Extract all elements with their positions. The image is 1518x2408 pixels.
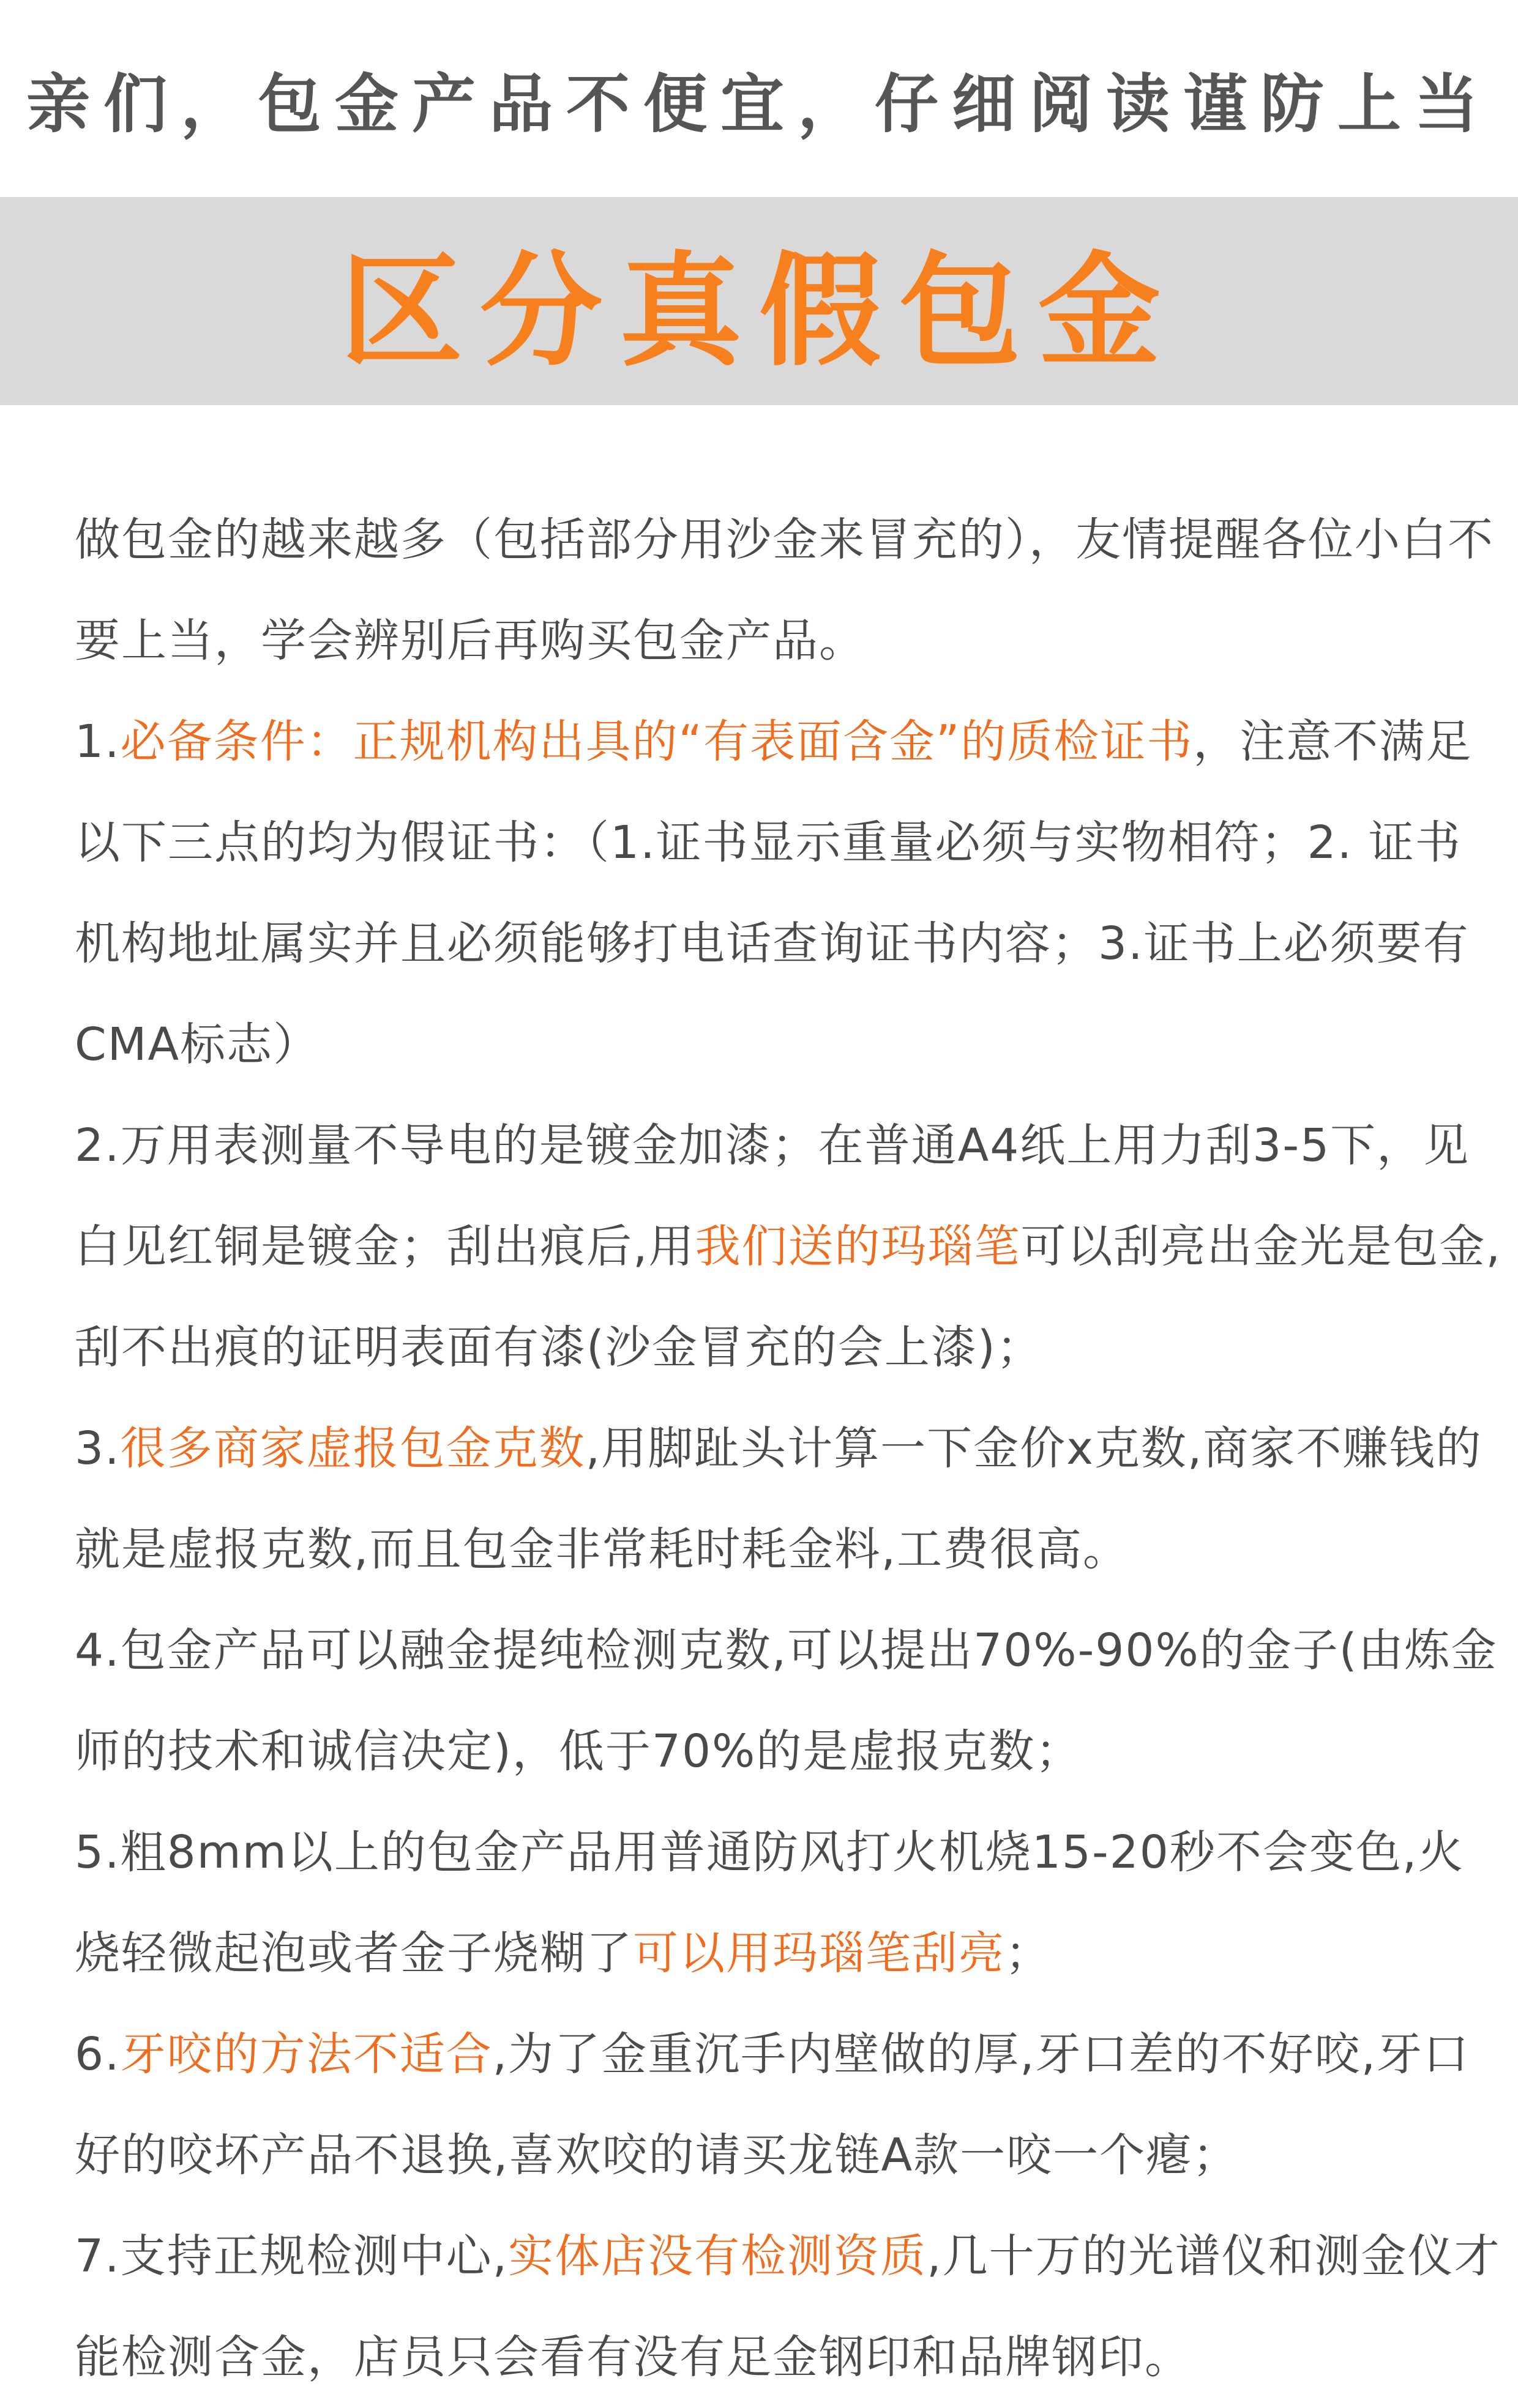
intro-paragraph: 做包金的越来越多（包括部分用沙金来冒充的），友情提醒各位小白不要上当，学会辨别后再购买包金产品。 bbox=[75, 513, 1494, 667]
item-6-highlight: 牙咬的方法不适合 bbox=[120, 2028, 493, 2081]
item-6-text: ,为了金重沉手内壁做的厚,牙口差的不好咬,牙口好的咬坏产品不退换,喜欢咬的请买龙链A款一咬一个瘪； bbox=[75, 2028, 1470, 2182]
item-6 bbox=[75, 2004, 1507, 2206]
item-5-text: ； bbox=[1005, 1927, 1052, 1980]
notice-text: 亲们，包金产品不便宜，仔细阅读谨防上当 bbox=[26, 67, 1492, 141]
item-7 bbox=[75, 2206, 1507, 2408]
item-5 bbox=[75, 1802, 1507, 2004]
page-title: 区分真假包金 bbox=[340, 240, 1178, 383]
item-2-prefix: 2.万用表测量不导电的是镀金加漆；在普通A4纸上用力刮3-5下，见白见红铜是镀金；刮出痕后,用 bbox=[75, 1119, 1470, 1273]
item-1 bbox=[75, 691, 1507, 1095]
item-5-prefix: 5.粗8mm以上的包金产品用普通防风打火机烧15-20秒不会变色,火烧轻微起泡或者金子烧糊了 bbox=[75, 1826, 1465, 1980]
item-3-text: ,用脚趾头计算一下金价x克数,商家不赚钱的就是虚报克数,而且包金非常耗时耗金料,工费很高。 bbox=[75, 1422, 1482, 1576]
item-2-text: 可以刮亮出金光是包金,刮不出痕的证明表面有漆(沙金冒充的会上漆)； bbox=[75, 1220, 1502, 1374]
item-6-prefix: 6. bbox=[75, 2028, 121, 2081]
item-2 bbox=[75, 1095, 1507, 1398]
item-7-highlight: 实体店没有检测资质 bbox=[508, 2230, 927, 2283]
item-3 bbox=[75, 1398, 1507, 1600]
article-body bbox=[75, 490, 1507, 2408]
item-3-highlight: 很多商家虚报包金克数 bbox=[120, 1422, 586, 1475]
item-1-text: ，注意不满足以下三点的均为假证书：（1.证书显示重量必须与实物相符；2. 证书机构地址属实并且必须能够打电话查询证书内容；3.证书上必须要有CMA标志） bbox=[75, 715, 1473, 1071]
item-4 bbox=[75, 1600, 1507, 1802]
item-4-prefix: 4.包金产品可以融金提纯检测克数,可以提出70%-90%的金子(由炼金师的技术和诚信决定)，低于70%的是虚报克数； bbox=[75, 1624, 1498, 1778]
item-7-prefix: 7.支持正规检测中心, bbox=[75, 2230, 509, 2283]
item-1-highlight: 必备条件：正规机构出具的“有表面含金”的质检证书 bbox=[120, 715, 1194, 768]
item-5-highlight: 可以用玛瑙笔刮亮 bbox=[633, 1927, 1005, 1980]
item-2-highlight: 我们送的玛瑙笔 bbox=[695, 1220, 1021, 1273]
item-3-prefix: 3. bbox=[75, 1422, 121, 1475]
item-7-text: ,几十万的光谱仪和测金仪才能检测含金，店员只会看有没有足金钢印和品牌钢印。 bbox=[75, 2230, 1501, 2384]
title-banner bbox=[0, 197, 1518, 405]
top-notice bbox=[0, 0, 1518, 197]
item-1-prefix: 1. bbox=[75, 715, 121, 768]
